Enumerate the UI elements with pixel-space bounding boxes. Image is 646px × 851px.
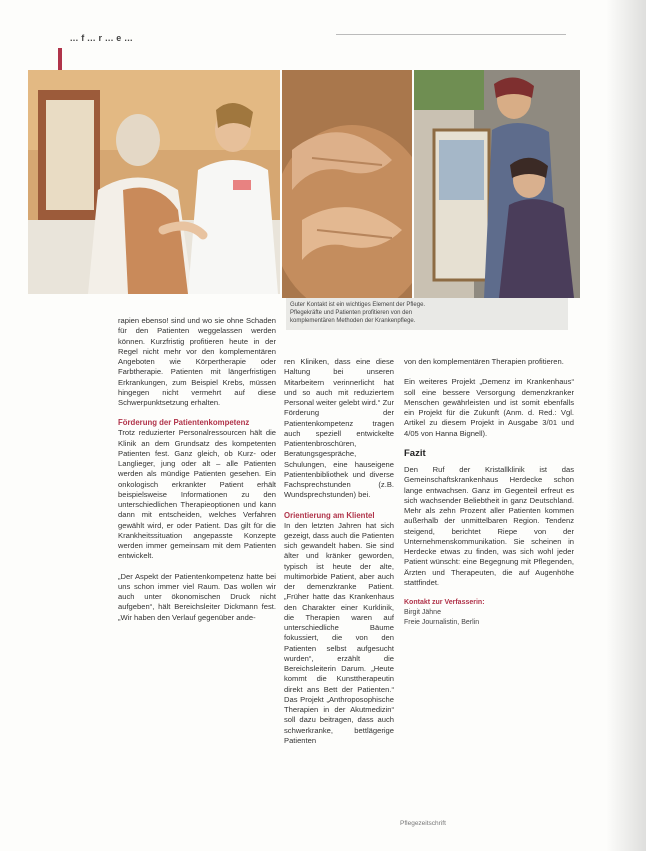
col3-paragraph-3: Den Ruf der Kristallklinik ist das Gemeinschaftskrankenhaus Herdecke schon lange entwachsen. Ganz im Gegenteil erfreut es sich wachsender Beliebtheit in ganz Deutschland. Mehr als zehn Prozent aller Patienten kommen außerhalb der unmittelbaren Region. Tendenz steigend, berichtet Riepe von der Unternehmenskommunikation. Sie scheinen in Herdecke etwas zu finden, was sich wohl jeder Patient wünscht: eine Begegnung mit Pflegenden, Ärzten und Therapeuten, die auf Augenhöhe stattfindet. [404,465,574,587]
col2-paragraph-2: In den letzten Jahren hat sich gezeigt, dass auch die Patienten sich gewandelt haben. Sie sind älter und kränker geworden, typisch ist heute der alte, multimorbide Patient, aber auch der demenzkranke Patient. „Früher hatte das Krankenhaus den Charakter einer Kurklinik, die Therapien waren auf unterschiedliche Bäume fokussiert, die von den Patienten selbst aufgesucht wurden“, erzählt die Bereichsleiterin Darum. „Heute kommt die Kunsttherapeutin direkt ans Bett der Patienten.“ Das Projekt „Anthroposophische Therapien in der Akutmedizin“ soll dazu beitragen, dass auch schwerkranke, bettlägerige Patienten [284,520,394,745]
caption-line-2: Pflegekräfte und Patienten profitieren von den [290,310,413,316]
col1-paragraph-1: rapien ebenso! sind und wo sie ohne Schaden für den Patienten weggelassen werden können. Kurzfristig profitieren heute in der Regel nicht mehr vor den komplementären Angeboten wie Körpertherapie oder Farbtherapie. Patienten mit längerfristigen Erkrankungen, zum Beispiel Krebs, müssen hingegen nicht vermehrt auf diese Schwerpunktsetzung erhalten. [118,316,276,407]
heading-fazit: Fazit [404,447,426,459]
photo-caption [286,298,568,330]
heading-patientenkompetenz: Förderung der Patientenkompetenz [118,418,250,428]
col3-paragraph-1: von den komplementären Therapien profitieren. [404,357,564,366]
col2-paragraph-1: ren Kliniken, dass eine diese Haltung bei unseren Mitarbeitern verinnerlicht hat und so auch mit reduziertem Personal weiter gelebt wird.“ Zur Förderung der Patientenkompetenz tragen auch speziell entwickelte Patientenbroschüren, Beratungsgespräche, Schulungen, eine hauseigene Patientenbibliothek und diverse Fachsprechstunden (z.B. Wundsprechstunden) bei. [284,357,394,500]
col1-paragraph-2: Trotz reduzierter Personalressourcen hält die Klinik an dem Grundsatz des kompetenten Patienten fest. Ganz gleich, ob Kurz- oder Langlieger, jung oder alt – alle Patienten werden als mündige Patienten gesehen. Ein onkologisch erkrankter Patient erhält beispielsweise Informationen zu den unterschiedlichen Therapieoptionen und kann dann mit entscheiden, welches Verfahren gewählt wird, er oder Patient. Das gilt für die Krankheitssituation angepasste Konzepte werden immer gemeinsam mit dem Patienten entwickelt. [118,428,276,561]
heading-orientierung: Orientierung am Klientel [284,510,375,520]
photo-hands-massage [282,70,412,298]
author-label: Kontakt zur Verfasserin: [404,599,485,606]
text-column-2 [284,357,394,756]
running-head: ... f ... r ... e ... [70,33,133,43]
caption-line-3: komplementären Methoden der Krankenpflege. [290,318,416,324]
header-rule [336,34,566,35]
col1-paragraph-3: „Der Aspekt der Patientenkompetenz hatte bei uns schon immer viel Raum. Das wollen wir auch unter ökonomischen Druck nicht aufgeben“, hält Bereichsleiter Dickmann fest. „Wir haben den Verlauf gegenüber ande- [118,571,276,622]
col3-paragraph-2: Ein weiteres Projekt „Demenz im Krankenhaus“ soll eine bessere Versorgung demenzkranker Menschen gewährleisten und ist somit ebenfalls ein Projekt für die Zukunft (Anm. d. Red.: Vgl. Artikel zu diesem Projekt in Ausgabe 3/01 und 4/05 von Hanna Bignell). [404,377,574,438]
author-detail: Freie Journalistin, Berlin [404,619,480,626]
page-edge-shadow [606,0,646,851]
caption-line-1: Guter Kontakt ist ein wichtiges Element der Pflege. [290,302,426,308]
photo-nurse-patient [28,70,280,294]
text-column-1 [118,316,276,633]
text-column-3 [404,357,574,628]
photo-art-therapy [414,70,580,298]
page-footer: Pflegezeitschrift [400,820,446,827]
author-name: Birgit Jähne [404,609,441,616]
